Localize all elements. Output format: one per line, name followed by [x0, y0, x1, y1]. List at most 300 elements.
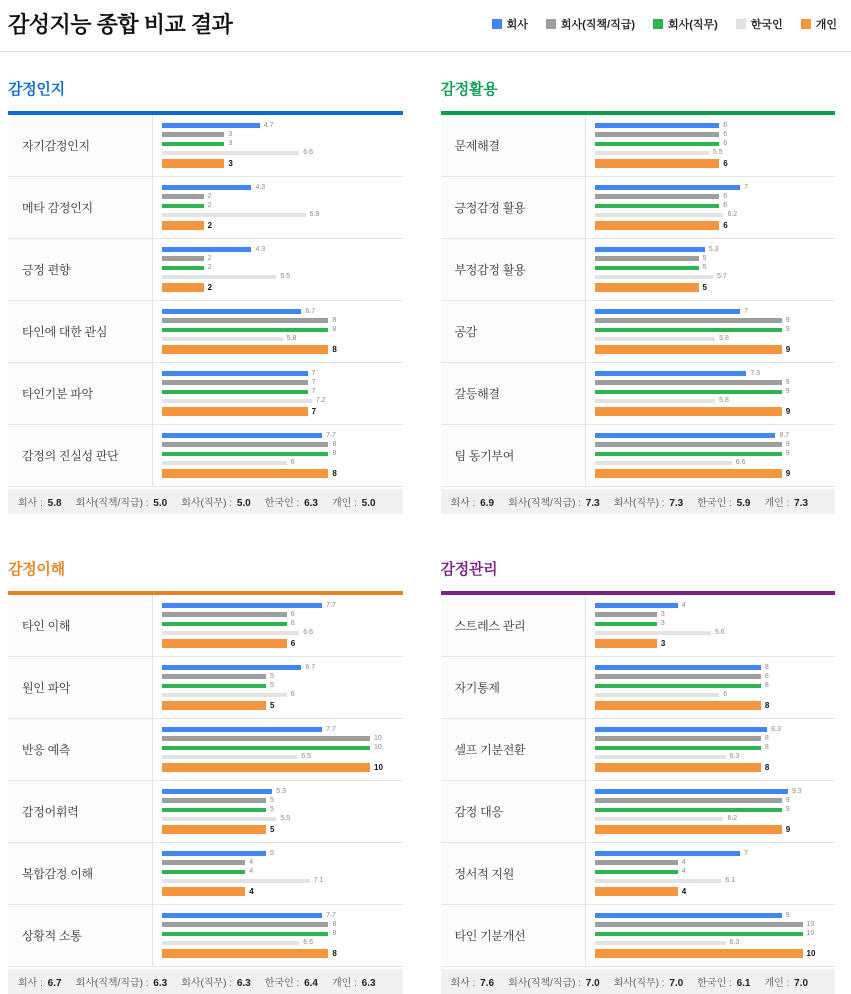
bar-value-personal: 4: [249, 886, 254, 896]
bar-value-korean: 6.9: [309, 211, 320, 218]
bar-line-company-rank: [595, 317, 832, 324]
bar-company-rank: [162, 132, 224, 137]
bar-value-company-job: 8: [764, 744, 769, 751]
bar-line-company-rank: [162, 131, 399, 138]
quadrant-grid: [0, 52, 851, 994]
category-table: [441, 595, 836, 967]
bar-company: [162, 309, 301, 314]
bar-value-personal: 7: [311, 406, 317, 416]
bar-line-personal: [595, 701, 832, 710]
bar-line-company-job: [595, 868, 832, 875]
bar-company: [595, 123, 720, 128]
summary-label: 회사(직책/직급) :: [508, 498, 584, 509]
category-bars: [586, 115, 836, 176]
bar-company: [162, 247, 251, 252]
bar-korean: [162, 151, 299, 155]
section-summary-emotion-management: [441, 969, 836, 994]
bar-line-company: [595, 664, 832, 671]
category-label: 자기감정인지: [8, 115, 153, 176]
bar-company-rank: [162, 922, 328, 927]
bar-value-company-job: 6: [290, 620, 295, 627]
bar-value-personal: 9: [785, 468, 791, 478]
bar-line-company: [162, 726, 399, 733]
bar-line-company: [162, 184, 399, 191]
bar-line-korean: [595, 149, 832, 156]
category-row: [8, 657, 403, 719]
bar-value-personal: 8: [332, 468, 337, 478]
summary-value: 5.0: [236, 498, 251, 509]
bar-line-company-rank: [595, 673, 832, 680]
bar-value-personal: 4: [681, 886, 687, 896]
bar-line-personal: [162, 825, 399, 834]
bar-company: [162, 123, 260, 128]
bar-line-company: [162, 308, 399, 315]
bar-value-company-job: 5: [702, 264, 707, 271]
bar-line-personal: [162, 701, 399, 710]
bar-value-personal: 3: [228, 158, 233, 168]
category-row: [8, 843, 403, 905]
bar-value-company-rank: 8: [332, 921, 337, 928]
bar-line-personal: [595, 283, 832, 292]
summary-item: [76, 494, 168, 509]
summary-item: [697, 494, 750, 509]
summary-value: 7.3: [585, 498, 600, 509]
category-label: 감정 대응: [441, 781, 586, 842]
bar-korean: [162, 941, 299, 945]
bar-value-company-job: 3: [660, 620, 665, 627]
bar-company-rank: [162, 612, 287, 617]
bar-value-company-job: 8: [764, 682, 769, 689]
bar-company: [162, 371, 308, 376]
bar-line-company-job: [162, 868, 399, 875]
bar-company: [595, 247, 705, 252]
summary-value: 7.3: [669, 498, 684, 509]
category-bars: [586, 239, 836, 300]
bar-line-korean: [162, 273, 399, 280]
category-row: [8, 239, 403, 301]
legend-item-company-rank: [546, 16, 635, 32]
bar-line-company-job: [162, 744, 399, 751]
bar-value-company-job: 5: [270, 806, 274, 813]
bar-line-company-job: [595, 930, 832, 937]
bar-company-job: [162, 452, 328, 456]
bar-line-company-rank: [162, 735, 399, 742]
bar-line-personal: [595, 159, 832, 168]
bar-line-korean: [162, 877, 399, 884]
category-bars: [586, 657, 836, 718]
bar-value-company: 4.3: [255, 246, 266, 253]
bar-value-company: 4: [681, 602, 686, 609]
summary-item: [451, 974, 495, 989]
bar-value-korean: 6.1: [725, 877, 736, 884]
bar-line-company: [595, 850, 832, 857]
summary-item: [181, 974, 251, 989]
bar-korean: [162, 693, 287, 697]
bar-company: [595, 433, 776, 438]
bar-personal: [595, 345, 782, 354]
category-label: 스트레스 관리: [441, 595, 586, 656]
category-bars: [586, 719, 836, 780]
bar-personal: [162, 407, 308, 416]
bar-company-job: [595, 932, 803, 936]
summary-value: 6.3: [153, 978, 168, 989]
bar-line-personal: [595, 763, 832, 772]
bar-korean: [595, 461, 732, 465]
bar-company-job: [162, 390, 308, 394]
bar-value-company-rank: 9: [785, 797, 790, 804]
bar-company-rank: [595, 798, 782, 803]
bar-value-company: 5.3: [708, 246, 719, 253]
bar-line-company: [162, 850, 399, 857]
legend-item-label: 회사: [506, 18, 528, 31]
summary-value: 7.0: [669, 978, 684, 989]
bar-line-company: [162, 370, 399, 377]
legend-swatch-company-icon: [492, 19, 502, 29]
bar-line-personal: [162, 763, 399, 772]
summary-label: 개인 :: [331, 978, 360, 989]
bar-line-company-rank: [595, 797, 832, 804]
bar-company: [595, 851, 741, 856]
bar-line-korean: [595, 273, 832, 280]
bar-value-personal: 5: [270, 700, 275, 710]
bar-line-korean: [595, 629, 832, 636]
bar-korean: [595, 213, 724, 217]
category-row: [441, 115, 836, 177]
bar-line-personal: [162, 221, 399, 230]
summary-item: [697, 974, 750, 989]
bar-line-company-job: [595, 450, 832, 457]
bar-company: [595, 665, 761, 670]
bar-value-company-rank: 9: [785, 379, 790, 386]
bar-value-korean: 5.5: [712, 149, 723, 156]
bar-company-rank: [162, 380, 308, 385]
bar-personal: [162, 639, 287, 648]
bar-line-company: [595, 602, 832, 609]
page-header: [0, 0, 851, 45]
bar-line-personal: [595, 825, 832, 834]
bar-line-korean: [595, 459, 832, 466]
bar-line-personal: [162, 887, 399, 896]
bar-company-job: [162, 142, 224, 146]
bar-line-personal: [162, 407, 399, 416]
bar-line-company-job: [162, 326, 399, 333]
bar-value-company-rank: 8: [764, 673, 769, 680]
bar-line-company: [162, 602, 399, 609]
category-bars: [153, 719, 403, 780]
bar-company-job: [162, 746, 370, 750]
bar-value-personal: 2: [207, 282, 213, 292]
bar-line-company-job: [162, 682, 399, 689]
bar-company-rank: [595, 612, 657, 617]
bar-company-rank: [162, 442, 328, 447]
bar-company-job: [595, 266, 699, 270]
bar-value-company: 4.7: [263, 122, 274, 129]
bar-line-company-rank: [162, 797, 399, 804]
bar-value-company-rank: 8: [332, 317, 337, 324]
bar-value-korean: 6.5: [301, 753, 311, 760]
bar-value-personal: 3: [660, 638, 666, 648]
bar-korean: [162, 631, 299, 635]
category-row: [8, 301, 403, 363]
bar-value-company-job: 4: [681, 868, 686, 875]
section-title-emotion-management: 감정관리: [440, 561, 498, 578]
bar-korean: [162, 817, 276, 821]
section-summary-emotion-understanding: [8, 969, 403, 994]
summary-value: 6.7: [47, 978, 62, 989]
bar-value-company-job: 2: [207, 202, 212, 209]
bar-value-personal: 8: [332, 948, 337, 958]
bar-line-company: [595, 912, 832, 919]
bar-value-company-rank: 3: [228, 131, 233, 138]
category-label: 긍정감정 활용: [441, 177, 586, 238]
summary-value: 5.0: [153, 498, 168, 509]
bar-line-company-rank: [162, 611, 399, 618]
bar-company-rank: [162, 860, 245, 865]
bar-line-company-job: [595, 744, 832, 751]
bar-value-company-job: 9: [785, 388, 790, 395]
bar-personal: [162, 159, 224, 168]
bar-line-company-job: [162, 806, 399, 813]
summary-label: 한국인 :: [697, 498, 735, 509]
category-bars: [586, 425, 836, 486]
bar-korean: [595, 631, 711, 635]
bar-value-company-job: 3: [228, 140, 233, 147]
bar-line-company-job: [162, 202, 399, 209]
bar-value-company-job: 8: [332, 450, 337, 457]
bar-value-company-rank: 4: [249, 859, 254, 866]
bar-line-personal: [162, 639, 399, 648]
summary-label: 개인 :: [764, 498, 793, 509]
summary-value: 6.3: [304, 498, 318, 509]
category-row: [441, 843, 836, 905]
bar-line-korean: [595, 753, 832, 760]
bar-company: [162, 789, 272, 794]
category-label: 팀 동기부여: [441, 425, 586, 486]
category-row: [8, 595, 403, 657]
bar-line-company: [595, 308, 832, 315]
category-label: 상황적 소통: [8, 905, 153, 966]
bar-line-korean: [595, 397, 832, 404]
category-label: 감정어휘력: [8, 781, 153, 842]
bar-personal: [595, 469, 782, 478]
summary-label: 회사 :: [450, 498, 479, 509]
legend-item-label: 개인: [815, 18, 837, 31]
section-title-emotion-understanding: 감정이해: [8, 561, 65, 578]
category-row: [441, 239, 836, 301]
category-bars: [153, 363, 403, 424]
bar-value-company: 8: [764, 664, 769, 671]
category-bars: [586, 595, 836, 656]
category-bars: [153, 239, 403, 300]
bar-company-rank: [595, 922, 803, 927]
section-title-emotion-recognition: 감정인지: [8, 81, 65, 98]
category-label: 타인기분 파악: [8, 363, 153, 424]
legend-swatch-company-rank-icon: [546, 19, 556, 29]
summary-value: 5.0: [361, 498, 376, 509]
bar-value-korean: 6: [290, 459, 295, 466]
bar-value-company-rank: 6: [723, 131, 728, 138]
category-label: 타인 기분개선: [441, 905, 586, 966]
bar-line-company: [595, 726, 832, 733]
category-bars: [586, 363, 836, 424]
bar-value-company-rank: 9: [785, 317, 790, 324]
bar-value-company: 7.7: [326, 912, 336, 919]
category-label: 메타 감정인지: [8, 177, 153, 238]
bar-value-company: 8.7: [779, 432, 790, 439]
bar-value-personal: 10: [806, 948, 816, 958]
category-table: [441, 115, 836, 487]
summary-item: [265, 974, 318, 989]
bar-line-company-rank: [595, 921, 832, 928]
category-bars: [586, 843, 836, 904]
category-row: [441, 719, 836, 781]
bar-value-company: 6.7: [305, 664, 316, 671]
bar-personal: [595, 159, 720, 168]
bar-line-korean: [595, 939, 832, 946]
category-bars: [153, 905, 403, 966]
summary-item: [332, 974, 376, 989]
bar-line-company-rank: [595, 611, 832, 618]
legend-item-label: 한국인: [750, 18, 783, 31]
bar-company-rank: [595, 442, 782, 447]
category-bars: [153, 425, 403, 486]
category-label: 긍정 편향: [8, 239, 153, 300]
bar-line-personal: [162, 283, 399, 292]
summary-value: 6.3: [236, 978, 251, 989]
bar-line-company-rank: [595, 735, 832, 742]
bar-company: [162, 433, 322, 438]
bar-line-personal: [162, 159, 399, 168]
legend-item-company: [492, 16, 528, 32]
bar-korean: [162, 755, 297, 759]
bar-value-personal: 10: [374, 762, 383, 772]
bar-line-company: [595, 432, 832, 439]
bar-value-korean: 6.6: [735, 459, 746, 466]
bar-korean: [162, 275, 276, 279]
summary-label: 회사 :: [18, 978, 46, 989]
category-label: 반응 예측: [8, 719, 153, 780]
bar-company: [595, 185, 741, 190]
bar-line-company-rank: [162, 317, 399, 324]
bar-line-company-job: [162, 930, 399, 937]
bar-company-rank: [595, 674, 761, 679]
category-bars: [153, 115, 403, 176]
bar-company-job: [595, 328, 782, 332]
bar-value-company: 7.7: [326, 432, 336, 439]
bar-value-company-job: 2: [207, 264, 212, 271]
bar-company: [595, 789, 788, 794]
bar-line-company: [162, 664, 399, 671]
quadrant-emotion-understanding: [8, 558, 403, 994]
bar-line-company-rank: [595, 379, 832, 386]
bar-personal: [162, 825, 266, 834]
bar-line-company-job: [595, 264, 832, 271]
category-bars: [153, 657, 403, 718]
category-bars: [586, 905, 836, 966]
bar-line-company-rank: [162, 441, 399, 448]
bar-value-company-rank: 10: [806, 921, 815, 928]
bar-company-job: [162, 204, 204, 208]
bar-value-company: 7.7: [326, 726, 336, 733]
bar-korean: [595, 275, 714, 279]
bar-company-job: [595, 870, 678, 874]
bar-value-korean: 6.2: [727, 815, 738, 822]
bar-company-job: [595, 142, 720, 146]
bar-personal: [162, 469, 328, 478]
bar-company: [162, 603, 322, 608]
bar-line-company: [162, 122, 399, 129]
bar-line-company-job: [595, 326, 832, 333]
bar-personal: [595, 639, 657, 648]
bar-value-korean: 5.8: [719, 397, 729, 404]
category-row: [441, 177, 836, 239]
bar-personal: [162, 949, 328, 958]
bar-value-company-rank: 9: [785, 441, 790, 448]
bar-line-company-job: [162, 620, 399, 627]
bar-value-korean: 6.2: [727, 211, 738, 218]
summary-label: 한국인 :: [264, 498, 303, 509]
category-row: [441, 905, 836, 966]
category-table: [8, 115, 403, 487]
bar-value-company: 7.7: [326, 602, 336, 609]
bar-value-company-job: 10: [806, 930, 815, 937]
bar-value-korean: 5.5: [280, 273, 291, 280]
bar-line-company-rank: [162, 379, 399, 386]
summary-label: 개인 :: [331, 498, 360, 509]
bar-value-korean: 5.5: [280, 815, 291, 822]
summary-value: 6.4: [304, 978, 318, 989]
bar-value-personal: 8: [764, 700, 770, 710]
bar-company-rank: [595, 318, 782, 323]
bar-value-korean: 6.6: [303, 629, 313, 636]
bar-line-korean: [162, 459, 399, 466]
bar-line-korean: [595, 335, 832, 342]
bar-line-company-job: [595, 388, 832, 395]
bar-line-korean: [162, 753, 399, 760]
bar-personal: [162, 221, 204, 230]
bar-company-job: [162, 622, 287, 626]
bar-korean: [595, 693, 720, 697]
summary-item: [764, 974, 808, 989]
bar-personal: [595, 949, 803, 958]
bar-line-personal: [595, 221, 832, 230]
category-label: 자기통제: [441, 657, 586, 718]
bar-value-company-rank: 5: [270, 673, 274, 680]
bar-company-job: [595, 808, 782, 812]
bar-value-korean: 6: [723, 691, 728, 698]
bar-company-rank: [595, 256, 699, 261]
bar-company-job: [595, 204, 720, 208]
summary-item: [18, 494, 62, 509]
bar-value-company-job: 8: [332, 930, 337, 937]
summary-value: 5.9: [736, 498, 751, 509]
bar-company-job: [162, 328, 328, 332]
category-label: 타인에 대한 관심: [8, 301, 153, 362]
bar-line-company: [595, 246, 832, 253]
summary-item: [181, 494, 251, 509]
bar-value-company: 7: [744, 184, 748, 191]
bar-company-job: [162, 808, 266, 812]
summary-item: [508, 494, 600, 509]
bar-line-korean: [162, 149, 399, 156]
bar-personal: [162, 887, 245, 896]
bar-value-company-job: 8: [332, 326, 337, 333]
summary-value: 7.3: [794, 498, 809, 509]
bar-company-rank: [162, 736, 370, 741]
bar-korean: [595, 817, 724, 821]
bar-line-company-job: [162, 388, 399, 395]
category-label: 문제해결: [441, 115, 586, 176]
